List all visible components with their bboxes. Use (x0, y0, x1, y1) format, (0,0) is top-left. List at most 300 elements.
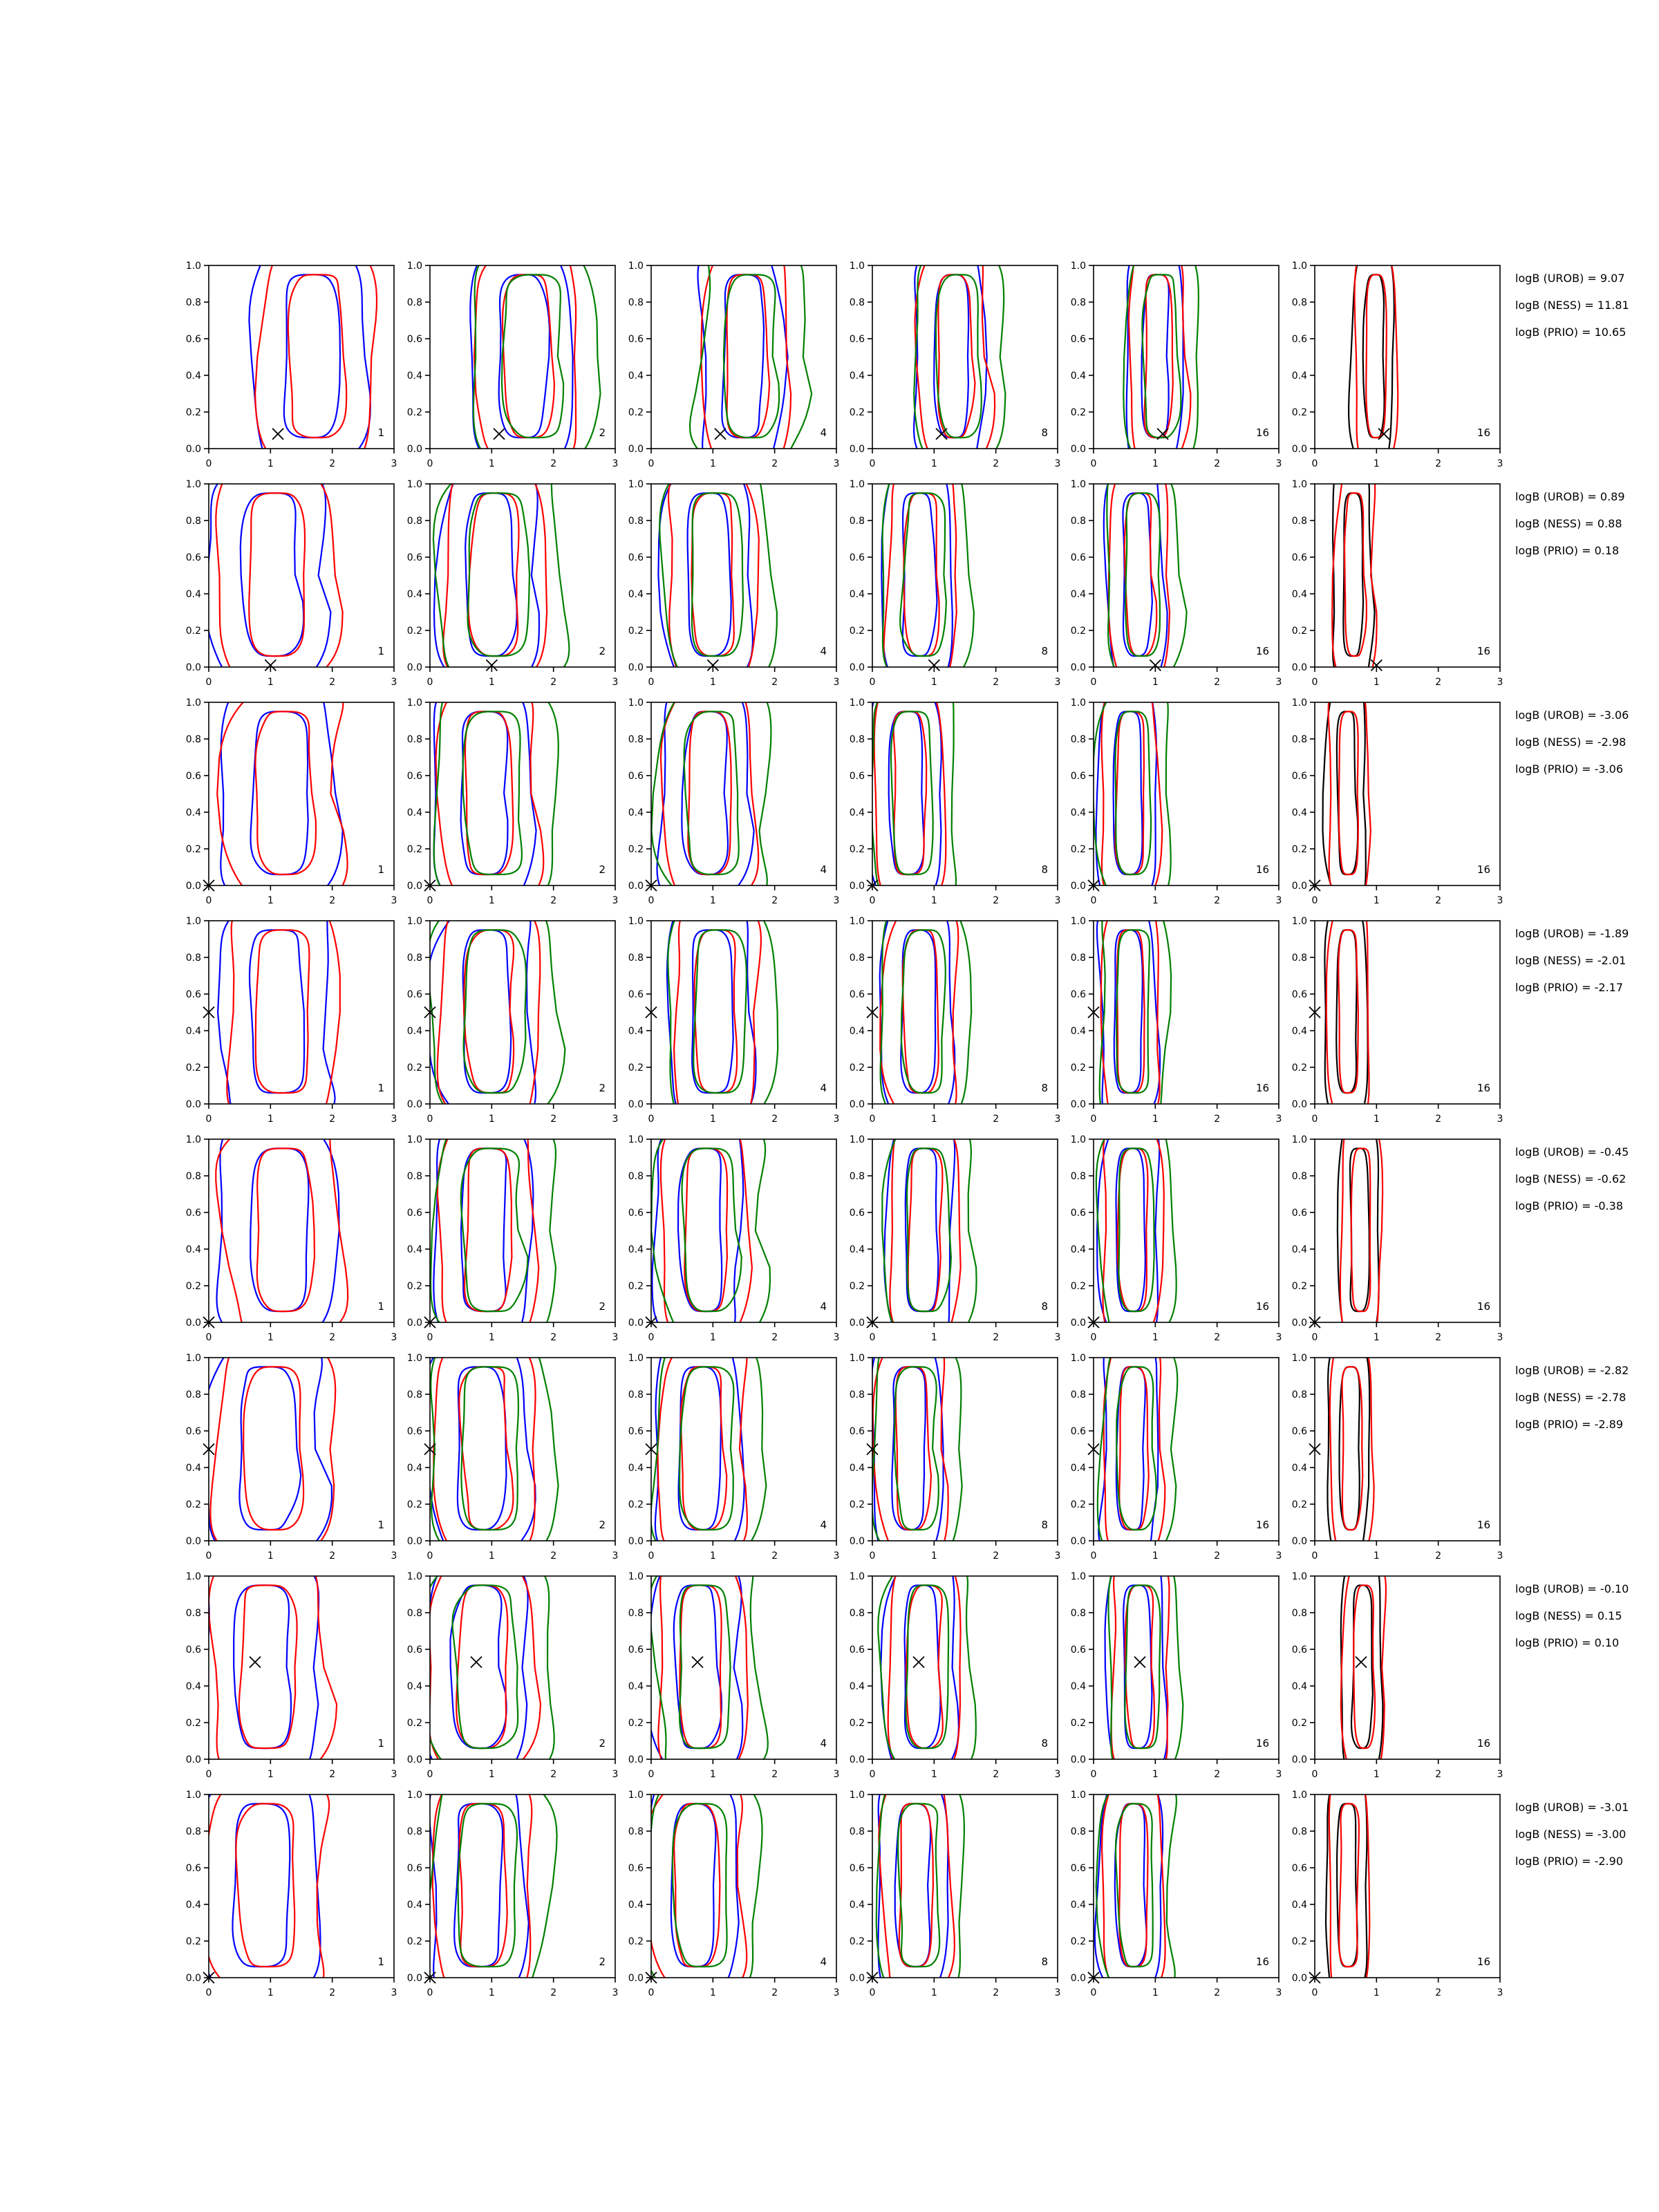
contour-group (205, 466, 342, 686)
contour-outer-red (1109, 466, 1170, 686)
panel-r5-c5 (1071, 1121, 1282, 1344)
y-tick-label: 0.0 (849, 662, 865, 673)
y-tick-label: 0.4 (628, 589, 644, 600)
contour-group (667, 903, 778, 1123)
y-tick-label: 0.8 (406, 1171, 422, 1182)
y-tick-label: 0.4 (406, 589, 422, 600)
x-tick-label: 1 (930, 1550, 937, 1562)
contour-outer-red (1340, 1121, 1382, 1341)
y-tick-label: 0.8 (406, 734, 422, 745)
x-tick-label: 0 (1311, 677, 1318, 688)
contour-group (882, 1121, 976, 1341)
logB-annotation: logB (UROB) = -2.82 (1515, 1364, 1629, 1377)
contour-outer-red (433, 1777, 532, 1996)
x-tick-label: 0 (869, 1550, 876, 1562)
y-tick-label: 0.4 (849, 1026, 865, 1037)
contour-group (872, 1340, 962, 1559)
logB-annotation: logB (PRIO) = -0.38 (1515, 1199, 1623, 1212)
panel-label: 4 (820, 427, 827, 439)
panel-r1-c6 (1292, 247, 1503, 470)
x-tick-label: 2 (1214, 1332, 1221, 1343)
y-tick-label: 0.0 (185, 1973, 201, 1984)
panel-r4-c2 (407, 903, 619, 1125)
x-tick-label: 2 (771, 458, 778, 469)
x-tick-label: 3 (833, 1332, 840, 1343)
panel-label: 16 (1255, 1519, 1269, 1531)
contour-inner-blue (1114, 711, 1143, 874)
x-tick-label: 3 (1275, 895, 1282, 906)
y-tick-label: 0.2 (628, 626, 644, 637)
contour-outer-blue (1127, 247, 1183, 467)
panel-r4-c3 (628, 903, 840, 1125)
y-tick-label: 0.6 (1070, 989, 1086, 1000)
panel-r2-c4 (850, 466, 1061, 688)
panel-label: 2 (599, 1737, 606, 1750)
y-tick-label: 0.4 (406, 1026, 422, 1037)
panel-label: 16 (1477, 427, 1490, 439)
true-value-marker (715, 429, 726, 440)
y-tick-label: 0.2 (185, 844, 201, 855)
y-tick-label: 0.2 (185, 1281, 201, 1292)
contour-outer-red (1355, 247, 1398, 467)
panel-label: 16 (1255, 1300, 1269, 1313)
x-tick-label: 0 (648, 1332, 655, 1343)
contour-outer-red (879, 1777, 955, 1996)
x-tick-label: 0 (648, 677, 655, 688)
x-tick-label: 1 (1373, 1769, 1380, 1780)
x-tick-label: 1 (1373, 1550, 1380, 1562)
y-tick-label: 1.0 (1070, 1790, 1086, 1801)
true-value-marker (1134, 1657, 1145, 1668)
panel-r8-c4 (850, 1777, 1061, 1999)
y-tick-label: 0.2 (1070, 844, 1086, 855)
true-value-marker (692, 1657, 703, 1668)
contour-outer-blue (221, 684, 342, 904)
figure-row-3 (186, 684, 1629, 907)
y-tick-label: 0.8 (1291, 516, 1307, 527)
y-tick-label: 0.4 (849, 589, 865, 600)
y-tick-label: 0.4 (628, 1463, 644, 1474)
y-tick-label: 1.0 (1070, 1134, 1086, 1145)
y-tick-label: 1.0 (1291, 1134, 1307, 1145)
x-tick-label: 3 (1054, 1769, 1061, 1780)
x-tick-label: 0 (205, 1114, 212, 1125)
y-tick-label: 0.8 (406, 297, 422, 308)
contour-outer-green (650, 1340, 766, 1559)
y-tick-label: 0.6 (628, 1644, 644, 1656)
y-tick-label: 0.4 (1070, 1026, 1086, 1037)
panel-label: 2 (599, 1519, 606, 1531)
panel-r4-c5 (1071, 903, 1282, 1125)
x-tick-label: 3 (833, 458, 840, 469)
x-tick-label: 0 (1090, 1987, 1097, 1998)
x-tick-label: 2 (1214, 1987, 1221, 1998)
y-tick-label: 0.2 (1291, 626, 1307, 637)
contour-inner-green (936, 274, 982, 438)
y-tick-label: 0.8 (628, 953, 644, 964)
y-tick-label: 0.2 (628, 844, 644, 855)
x-tick-label: 1 (1152, 1769, 1159, 1780)
y-tick-label: 0.4 (628, 807, 644, 818)
y-tick-label: 0.2 (406, 1062, 422, 1074)
x-tick-label: 1 (1152, 1114, 1159, 1125)
y-tick-label: 1.0 (185, 1790, 201, 1801)
panel-r5-c6 (1292, 1121, 1503, 1344)
y-tick-label: 0.6 (406, 1863, 422, 1874)
contour-outer-red (255, 247, 377, 467)
contour-group (1324, 903, 1369, 1123)
axes-frame (1094, 265, 1279, 449)
panel-r8-c1 (186, 1777, 397, 1999)
y-tick-label: 0.6 (1291, 552, 1307, 563)
y-tick-label: 0.6 (1070, 1208, 1086, 1219)
panel-label: 4 (820, 645, 827, 657)
contour-group (914, 247, 1005, 467)
x-tick-label: 3 (1497, 1332, 1503, 1343)
y-tick-label: 0.4 (185, 371, 201, 382)
panel-label: 16 (1477, 645, 1490, 657)
x-tick-label: 0 (648, 1987, 655, 1998)
x-tick-label: 3 (833, 1550, 840, 1562)
y-tick-label: 0.0 (628, 1099, 644, 1110)
panel-r6-c2 (407, 1340, 619, 1562)
y-tick-label: 0.8 (1070, 953, 1086, 964)
x-tick-label: 0 (205, 458, 212, 469)
y-tick-label: 0.0 (1070, 1754, 1086, 1765)
y-tick-label: 0.6 (849, 989, 865, 1000)
axes-frame (651, 1794, 836, 1978)
panel-r7-c2 (407, 1558, 619, 1781)
panel-r5-c2 (407, 1121, 619, 1344)
contour-inner-red (464, 930, 514, 1093)
y-tick-label: 0.2 (406, 1499, 422, 1510)
true-value-marker (250, 1657, 261, 1668)
y-tick-label: 0.8 (185, 1171, 201, 1182)
y-tick-label: 1.0 (406, 1134, 422, 1145)
contour-outer-red (203, 1777, 330, 1996)
contour-group (1090, 684, 1171, 906)
x-tick-label: 3 (391, 1332, 397, 1343)
axes-frame (872, 1576, 1058, 1759)
panel-label: 1 (377, 863, 384, 876)
y-tick-label: 0.2 (849, 626, 865, 637)
contour-inner-red (938, 274, 975, 438)
y-tick-label: 0.4 (628, 1244, 644, 1255)
logB-annotation: logB (NESS) = -0.62 (1515, 1172, 1627, 1185)
x-tick-label: 2 (993, 677, 1000, 688)
y-tick-label: 0.6 (406, 334, 422, 345)
y-tick-label: 0.8 (628, 734, 644, 745)
contour-inner-red (465, 711, 513, 874)
contour-group (868, 684, 957, 904)
axes-frame (651, 265, 836, 449)
y-tick-label: 0.4 (185, 589, 201, 600)
contour-group (197, 1777, 329, 1996)
logB-annotation: logB (PRIO) = 0.18 (1515, 544, 1620, 557)
panel-r8-c2 (407, 1777, 619, 1999)
y-tick-label: 0.0 (1070, 662, 1086, 673)
y-tick-label: 0.0 (185, 444, 201, 455)
y-tick-label: 1.0 (406, 1353, 422, 1364)
y-tick-label: 0.2 (849, 1062, 865, 1074)
x-tick-label: 3 (1497, 677, 1503, 688)
logB-annotation: logB (NESS) = -2.98 (1515, 735, 1627, 749)
x-tick-label: 1 (1373, 677, 1380, 688)
axes-frame (1315, 702, 1500, 885)
y-tick-label: 0.8 (849, 1389, 865, 1400)
x-tick-label: 3 (612, 1332, 619, 1343)
contour-outer-blue (1096, 684, 1157, 904)
axes-frame (430, 702, 615, 885)
x-tick-label: 3 (833, 677, 840, 688)
y-tick-label: 0.6 (849, 334, 865, 345)
contour-outer-green (872, 1340, 962, 1559)
panel-r3-c2 (407, 684, 619, 907)
x-tick-label: 3 (833, 1114, 840, 1125)
contour-group (1349, 247, 1398, 467)
x-tick-label: 3 (833, 1987, 840, 1998)
axes-frame (209, 702, 394, 885)
contour-outer-green (882, 1121, 976, 1341)
y-tick-label: 0.8 (1291, 734, 1307, 745)
x-tick-label: 3 (612, 677, 619, 688)
contour-outer-blue (203, 1340, 332, 1559)
y-tick-label: 0.0 (849, 1318, 865, 1329)
y-tick-label: 0.6 (1070, 552, 1086, 563)
y-tick-label: 0.2 (1070, 407, 1086, 418)
panel-label: 8 (1041, 1737, 1048, 1750)
y-tick-label: 0.8 (185, 953, 201, 964)
axes-frame (1315, 484, 1500, 667)
contour-outer-green (659, 466, 777, 686)
y-tick-label: 1.0 (1291, 1353, 1307, 1364)
contour-group (651, 1121, 770, 1341)
x-tick-label: 2 (993, 1769, 1000, 1780)
contour-inner-green (679, 1367, 733, 1530)
y-tick-label: 0.0 (185, 1318, 201, 1329)
contour-outer-blue (197, 1777, 320, 1996)
y-tick-label: 0.2 (1070, 1281, 1086, 1292)
contour-group (1326, 1777, 1369, 1996)
contour-inner-red (679, 1585, 721, 1748)
y-tick-label: 0.8 (406, 953, 422, 964)
y-tick-label: 1.0 (628, 1571, 644, 1582)
y-tick-label: 0.6 (1291, 1644, 1307, 1656)
x-tick-label: 3 (1275, 1987, 1282, 1998)
contour-inner-green (468, 493, 530, 656)
contour-outer-red (1329, 1777, 1370, 1996)
contour-outer-red (216, 1121, 348, 1341)
x-tick-label: 1 (930, 458, 937, 469)
y-tick-label: 0.4 (849, 1681, 865, 1692)
y-tick-label: 0.6 (849, 1644, 865, 1656)
contour-group (652, 684, 771, 904)
contour-outer-red (657, 1340, 747, 1559)
x-tick-label: 1 (930, 677, 937, 688)
y-tick-label: 0.2 (185, 1062, 201, 1074)
x-tick-label: 1 (1373, 1114, 1380, 1125)
x-tick-label: 3 (391, 1550, 397, 1562)
x-tick-label: 2 (1214, 1114, 1221, 1125)
axes-frame (209, 265, 394, 449)
contour-group (427, 903, 565, 1123)
y-tick-label: 0.8 (628, 516, 644, 527)
y-tick-label: 0.6 (849, 1208, 865, 1219)
panel-label: 8 (1041, 863, 1048, 876)
y-tick-label: 0.2 (406, 1718, 422, 1729)
y-tick-label: 0.4 (1291, 1463, 1307, 1474)
contour-outer-red (429, 1558, 541, 1778)
x-tick-label: 0 (1090, 895, 1097, 906)
x-tick-label: 0 (648, 458, 655, 469)
contour-group (217, 684, 347, 904)
x-tick-label: 1 (267, 1987, 274, 1998)
y-tick-label: 0.6 (849, 552, 865, 563)
logB-annotation: logB (UROB) = -0.10 (1515, 1582, 1629, 1595)
logB-annotation: logB (NESS) = -2.78 (1515, 1391, 1627, 1404)
y-tick-label: 0.8 (1291, 297, 1307, 308)
y-tick-label: 0.4 (849, 807, 865, 818)
contour-outer-red (209, 1558, 337, 1778)
y-tick-label: 0.4 (185, 807, 201, 818)
y-tick-label: 0.6 (1291, 771, 1307, 782)
contour-outer-red (227, 903, 340, 1123)
y-tick-label: 0.0 (185, 881, 201, 892)
x-tick-label: 2 (993, 458, 1000, 469)
x-tick-label: 2 (771, 1114, 778, 1125)
x-tick-label: 1 (488, 1114, 495, 1125)
y-tick-label: 0.8 (1070, 516, 1086, 527)
x-tick-label: 3 (612, 1550, 619, 1562)
y-tick-label: 0.6 (185, 1208, 201, 1219)
contour-outer-red (880, 903, 958, 1123)
x-tick-label: 0 (427, 1114, 433, 1125)
panel-label: 16 (1255, 863, 1269, 876)
panel-label: 8 (1041, 427, 1048, 439)
logB-annotation: logB (UROB) = 0.89 (1515, 490, 1625, 503)
x-tick-label: 0 (869, 1987, 876, 1998)
panel-r5-c3 (628, 1121, 840, 1344)
x-tick-label: 3 (1497, 1987, 1503, 1998)
y-tick-label: 0.6 (1070, 1863, 1086, 1874)
y-tick-label: 0.2 (849, 1936, 865, 1947)
panel-label: 16 (1255, 1737, 1269, 1750)
x-tick-label: 0 (648, 1550, 655, 1562)
y-tick-label: 0.0 (406, 662, 422, 673)
logB-annotation: logB (NESS) = -2.01 (1515, 954, 1627, 967)
y-tick-label: 0.8 (1291, 1608, 1307, 1619)
x-tick-label: 3 (612, 1769, 619, 1780)
y-tick-label: 0.4 (185, 1026, 201, 1037)
y-tick-label: 0.4 (1291, 1681, 1307, 1692)
x-tick-label: 3 (1497, 895, 1503, 906)
y-tick-label: 0.2 (628, 1281, 644, 1292)
logB-annotation: logB (UROB) = -3.01 (1515, 1801, 1629, 1814)
x-tick-label: 2 (329, 458, 336, 469)
x-tick-label: 0 (648, 895, 655, 906)
contour-outer-red (1112, 1558, 1170, 1778)
contour-outer-blue (652, 1121, 743, 1341)
figure-row-5 (186, 1121, 1629, 1344)
y-tick-label: 1.0 (185, 1353, 201, 1364)
y-tick-label: 0.0 (628, 881, 644, 892)
y-tick-label: 0.0 (628, 444, 644, 455)
panel-r7-c1 (186, 1558, 397, 1781)
x-tick-label: 3 (1275, 458, 1282, 469)
contour-outer-green (650, 1558, 768, 1778)
x-tick-label: 2 (550, 1550, 557, 1562)
x-tick-label: 1 (709, 1769, 716, 1780)
contour-outer-green (1096, 1121, 1177, 1341)
y-tick-label: 0.6 (1070, 334, 1086, 345)
panel-r3-c3 (628, 684, 840, 907)
y-tick-label: 0.0 (628, 662, 644, 673)
y-tick-label: 0.0 (849, 1099, 865, 1110)
y-tick-label: 0.4 (1291, 1026, 1307, 1037)
contour-outer-red (1330, 1340, 1374, 1559)
contour-inner-red (903, 930, 939, 1093)
y-tick-label: 1.0 (628, 1790, 644, 1801)
x-tick-label: 1 (267, 1769, 274, 1780)
x-tick-label: 2 (771, 1769, 778, 1780)
y-tick-label: 0.4 (406, 1681, 422, 1692)
x-tick-label: 1 (1152, 895, 1159, 906)
y-tick-label: 0.8 (849, 953, 865, 964)
contour-group (1338, 1121, 1382, 1341)
y-tick-label: 0.0 (1291, 1973, 1307, 1984)
y-tick-label: 0.0 (1291, 444, 1307, 455)
panel-label: 16 (1255, 645, 1269, 657)
contour-group (878, 1558, 976, 1778)
y-tick-label: 0.6 (628, 1863, 644, 1874)
x-tick-label: 0 (1090, 1332, 1097, 1343)
contour-outer-red (1104, 1340, 1165, 1559)
contour-inner-green (1119, 1148, 1154, 1311)
contour-outer-blue (698, 247, 788, 467)
axes-frame (1315, 1794, 1500, 1978)
y-tick-label: 0.0 (849, 1754, 865, 1765)
y-tick-label: 0.8 (406, 516, 422, 527)
y-tick-label: 0.6 (1070, 771, 1086, 782)
x-tick-label: 0 (1311, 895, 1318, 906)
figure-row-7 (186, 1558, 1629, 1781)
y-tick-label: 1.0 (406, 479, 422, 490)
x-tick-label: 0 (869, 1332, 876, 1343)
contour-outer-blue (218, 903, 335, 1123)
y-tick-label: 1.0 (849, 916, 865, 927)
x-tick-label: 3 (1275, 677, 1282, 688)
contour-inner-blue (240, 1367, 301, 1530)
x-tick-label: 1 (1373, 895, 1380, 906)
y-tick-label: 0.8 (849, 1171, 865, 1182)
x-tick-label: 1 (1373, 458, 1380, 469)
panel-label: 4 (820, 1300, 827, 1313)
y-tick-label: 0.2 (849, 1718, 865, 1729)
contour-outer-green (420, 1558, 557, 1780)
y-tick-label: 0.6 (628, 1208, 644, 1219)
contour-group (646, 1558, 768, 1778)
panel-label: 1 (377, 1082, 384, 1094)
panel-label: 16 (1255, 427, 1269, 439)
y-tick-label: 0.2 (185, 1936, 201, 1947)
y-tick-label: 0.6 (406, 1208, 422, 1219)
y-tick-label: 0.6 (185, 552, 201, 563)
x-tick-label: 1 (709, 1332, 716, 1343)
contour-inner-green (1125, 493, 1160, 656)
panel-r1-c1 (186, 247, 397, 470)
x-tick-label: 1 (930, 1987, 937, 1998)
contour-inner-green (1116, 1367, 1156, 1530)
